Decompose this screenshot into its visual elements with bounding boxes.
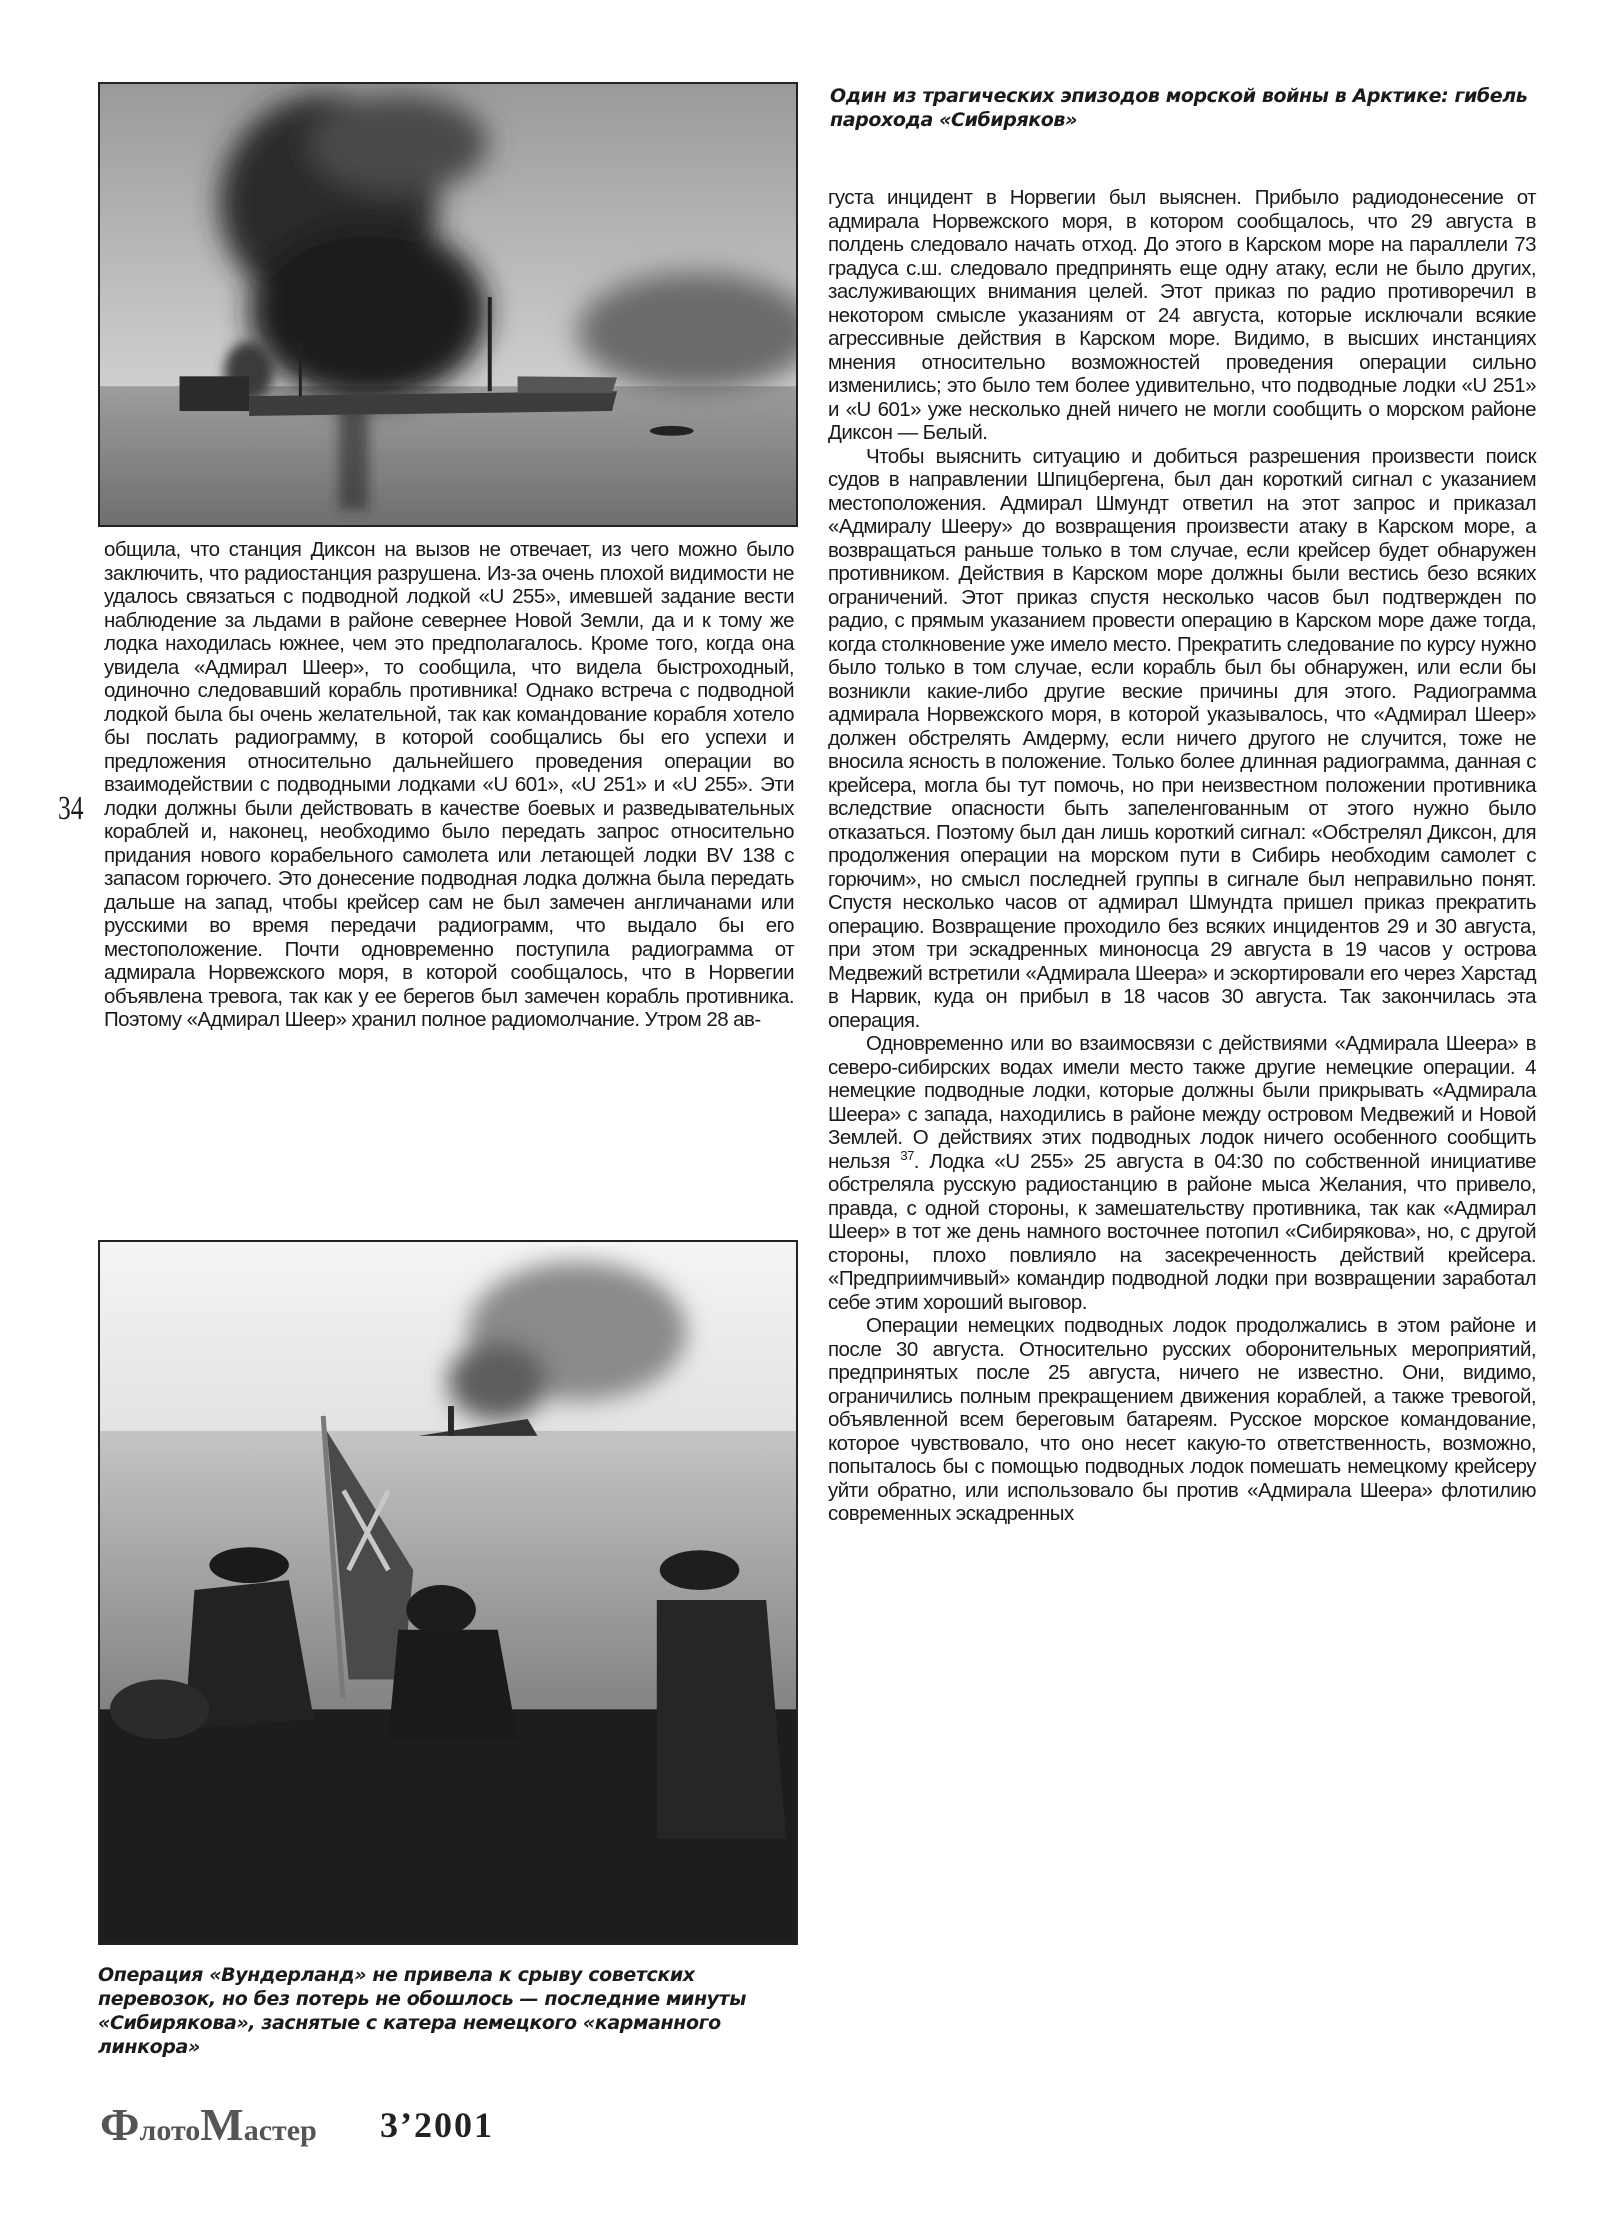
paragraph: Чтобы выяснить ситуацию и добиться разрешения произвести поиск судов в направлении Шпицбергена, был дан короткий сигнал с указанием местоположения. Адмирал Шмундт ответил на этот запрос и приказал «Адмиралу Шееру» до возвращения произвести атаку в Карском море, а возвращаться раньше только в том случае, если крейсер будет обнаружен противником. Действия в Карском море должны были вестись безо всяких ограничений. Этот приказ спустя несколько часов был подтвержден по радио, с прямым указанием провести операцию в Карском море даже тогда, когда столкновение уже имело место. Прекратить следование по курсу нужно было только в том случае, если корабль был бы обнаружен, или если бы возникли какие-либо другие веские причины для этого. Радиограмма адмирала Норвежского моря, в которой указывалось, что «Адмирал Шеер» должен обстрелять Амдерму, если ничего другого не случится, тоже не вносила ясность в положение. Только более длинная радиограмма, данная с крейсера, могла бы тут помочь, но при неизвестном положении противника вследствие опасности быть запеленгованным от этого нужно было отказаться. Поэтому был дан лишь короткий сигнал: «Обстрелял Диксон, для продолжения операции на морском пути в Сибирь необходим самолет с горючим», но смысл последней группы в сигнале был неправильно понят. Спустя несколько часов от адмирал Шмундта пришел приказ прекратить операцию. Возвращение проходило без всяких инцидентов 29 и 30 августа, при этом три эскадренных миноносца 29 августа в 19 часов у острова Медвежий встретили «Адмирала Шеера» и эскортировали его через Харстад в Нарвик, куда он прибыл в 18 часов 30 августа. Так закончилась эта операция. (828, 444, 1536, 1032)
photo-sinking-ship-from-boat (98, 1240, 798, 1945)
article-column-left (104, 538, 794, 1032)
photo-burning-ship (98, 82, 798, 527)
paragraph: Операции немецких подводных лодок продолжались в этом районе и после 30 августа. Относительно русских оборонительных мероприятий, предпринятых после 25 августа, ничего не известно. Они, видимо, ограничились полным прекращением движения кораблей, а также тревогой, объявленной всем береговым батареям. Русское морское командование, которое чувствовало, что оно несет какую-то ответственность, возможно, попыталось бы с помощью подводных лодок помешать немецкому крейсеру уйти обратно, или использовало бы против «Адмирала Шеера» флотилию современных эскадренных (828, 1314, 1536, 1525)
paragraph-text: . Лодка «U 255» 25 августа в 04:30 по собственной инициативе обстреляла русскую радиостанцию в районе мыса Желания, что привело, правда, с одной стороны, к замешательству противника, так как «Адмирал Шеер» в тот же день намного восточнее потопил «Сибирякова», но, с другой стороны, плохо повлияло на засекреченность действий крейсера. «Предприимчивый» командир подводной лодки при возвращении заработал себе этим хороший выговор. (828, 1149, 1536, 1314)
logo-letter-m: М (200, 2099, 244, 2150)
paragraph (828, 1032, 1536, 1314)
magazine-logo (100, 2098, 317, 2151)
logo-text-part: лото (139, 2114, 201, 2147)
photo-caption-top: Один из трагических эпизодов морской войны в Арктике: гибель парохода «Сибиряков» (830, 85, 1528, 131)
paragraph-text: Одновременно или во взаимосвязи с действиями «Адмирала Шеера» в северо-сибирских водах имели место также другие немецкие операции. 4 немецкие подводные лодки, которые должны были прикрывать «Адмирала Шеера» с запада, находились в районе между островом Медвежий и Новой Землей. О действиях этих подводных лодок ничего особенного сообщить нельзя (828, 1032, 1536, 1173)
issue-number: 3’2001 (380, 2105, 494, 2145)
burning-ship-image (100, 84, 796, 525)
logo-text-part: астер (243, 2114, 317, 2147)
sinking-ship-image (100, 1242, 796, 1943)
paragraph: общила, что станция Диксон на вызов не отвечает, из чего можно было заключить, что радиостанция разрушена. Из-за очень плохой видимости не удалось связаться с подводной лодкой «U 255», имевшей задание вести наблюдение за льдами в районе севернее Новой Земли, да и к тому же лодка находилась южнее, чем это предполагалось. Кроме того, когда она увидела «Адмирал Шеер», то сообщила, что видела быстроходный, одиночно следовавший корабль противника! Однако встреча с подводной лодкой была бы очень желательной, так как командование корабля хотело бы послать радиограмму, в которой сообщались бы его успехи и предложения относительно дальнейшего проведения операции во взаимодействии с подводными лодками «U 601», «U 251» и «U 255». Эти лодки должны были действовать в качестве боевых и разведывательных кораблей и, наконец, необходимо было передать запрос относительно придания нового корабельного самолета или летающей лодки BV 138 с запасом горючего. Это донесение подводная лодка должна была передать дальше на запад, чтобы крейсер сам не был замечен англичанами или русскими во время передачи радиограмм, что выдало бы его местоположение. Почти одновременно поступила радиограмма от адмирала Норвежского моря, в которой сообщалось, что в Норвегии объявлена тревога, так как у ее берегов был замечен корабль противника. Поэтому «Адмирал Шеер» хранил полное радиомолчание. Утром 28 ав- (104, 538, 794, 1031)
paragraph: густа инцидент в Норвегии был выяснен. Прибыло радиодонесение от адмирала Норвежского моря, в котором сообщалось, что 29 августа в полдень следовало начать отход. До этого в Карском море на параллели 73 градуса с.ш. следовало предпринять еще одну атаку, если не было других, заслуживающих внимания целей. Этот приказ по радио противоречил в некотором смысле указаниям от 24 августа, которые исключали всякие агрессивные действия в Карском море. Видимо, в высших инстанциях мнения относительно возможностей проведения операции сильно изменились; это было тем более удивительно, что подводные лодки «U 251» и «U 601» уже несколько дней ничего не могли сообщить о морском районе Диксон — Белый. (828, 186, 1536, 444)
article-column-right (828, 186, 1536, 1526)
page-number: 34 (58, 790, 84, 827)
photo-caption-bottom: Операция «Вундерланд» не привела к срыву советских перевозок, но без потерь не обошлось — последние минуты «Сибирякова», заснятые с катера немецкого «карманного линкора» (98, 1964, 747, 2058)
logo-letter-f: Ф (100, 2099, 140, 2150)
footnote-reference[interactable]: 37 (900, 1147, 914, 1163)
